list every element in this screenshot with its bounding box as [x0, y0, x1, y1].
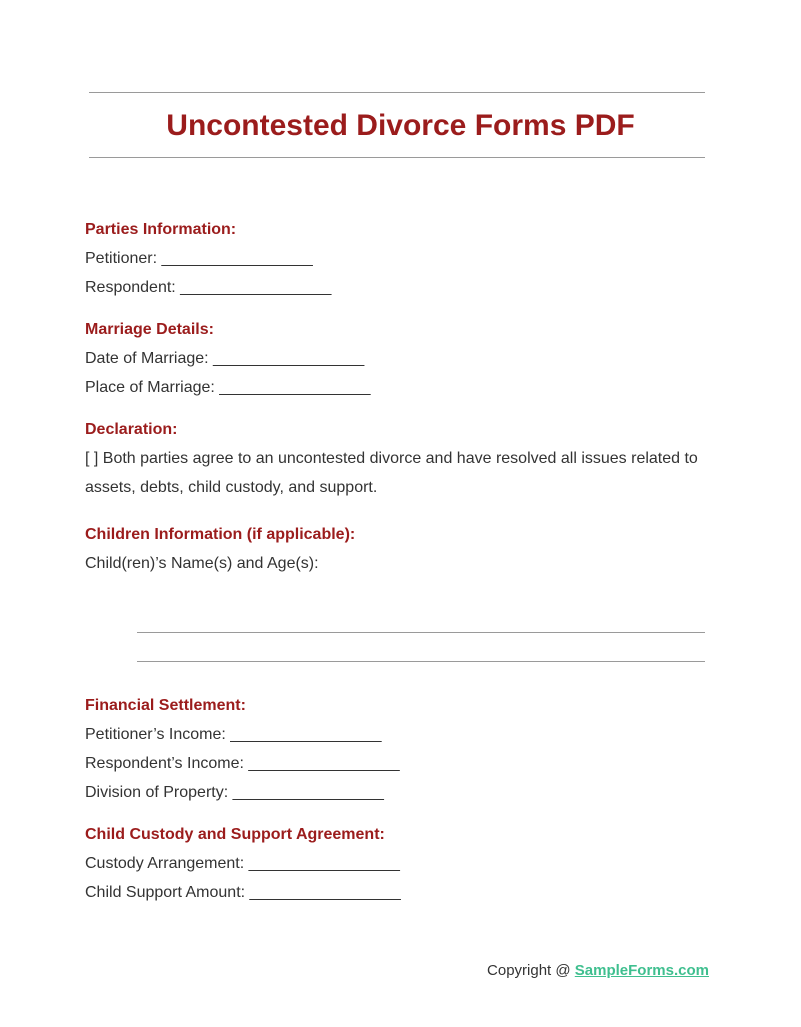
- custody-section: [85, 824, 715, 904]
- brand-link[interactable]: SampleForms.com: [574, 962, 709, 979]
- custody-heading: Child Custody and Support Agreement:: [85, 826, 385, 843]
- parties-section: [85, 219, 715, 299]
- children-label: Child(ren)’s Name(s) and Age(s):: [85, 555, 319, 572]
- petitioner-field: Petitioner: _________________: [85, 250, 313, 267]
- declaration-section: [85, 419, 715, 502]
- copyright-footer: [487, 961, 709, 981]
- respondent-income-field: Respondent’s Income: _________________: [85, 755, 400, 772]
- marriage-heading: Marriage Details:: [85, 321, 214, 338]
- parties-heading: Parties Information:: [85, 221, 237, 238]
- custody-arrangement-field: Custody Arrangement: _________________: [85, 855, 400, 872]
- marriage-place-field: Place of Marriage: _________________: [85, 379, 371, 396]
- children-line-1: [137, 632, 705, 633]
- title-top-rule: [89, 92, 705, 93]
- child-support-field: Child Support Amount: _________________: [85, 884, 401, 901]
- marriage-date-field: Date of Marriage: _________________: [85, 350, 365, 367]
- form-content: [85, 219, 715, 595]
- title-bottom-rule: [89, 157, 705, 158]
- property-division-field: Division of Property: _________________: [85, 784, 384, 801]
- children-line-2: [137, 661, 705, 662]
- declaration-text: [ ] Both parties agree to an uncontested divorce and have resolved all issues related to assets, debts, child custody, and support.: [85, 450, 698, 496]
- financial-section: [85, 695, 715, 804]
- respondent-field: Respondent: _________________: [85, 279, 332, 296]
- petitioner-income-field: Petitioner’s Income: _________________: [85, 726, 382, 743]
- children-section: [85, 524, 715, 575]
- copyright-text: Copyright @: [487, 962, 575, 979]
- declaration-heading: Declaration:: [85, 421, 178, 438]
- financial-heading: Financial Settlement:: [85, 697, 246, 714]
- form-content-lower: [85, 695, 715, 924]
- marriage-section: [85, 319, 715, 399]
- children-heading: Children Information (if applicable):: [85, 526, 356, 543]
- page-title: Uncontested Divorce Forms PDF: [166, 109, 635, 142]
